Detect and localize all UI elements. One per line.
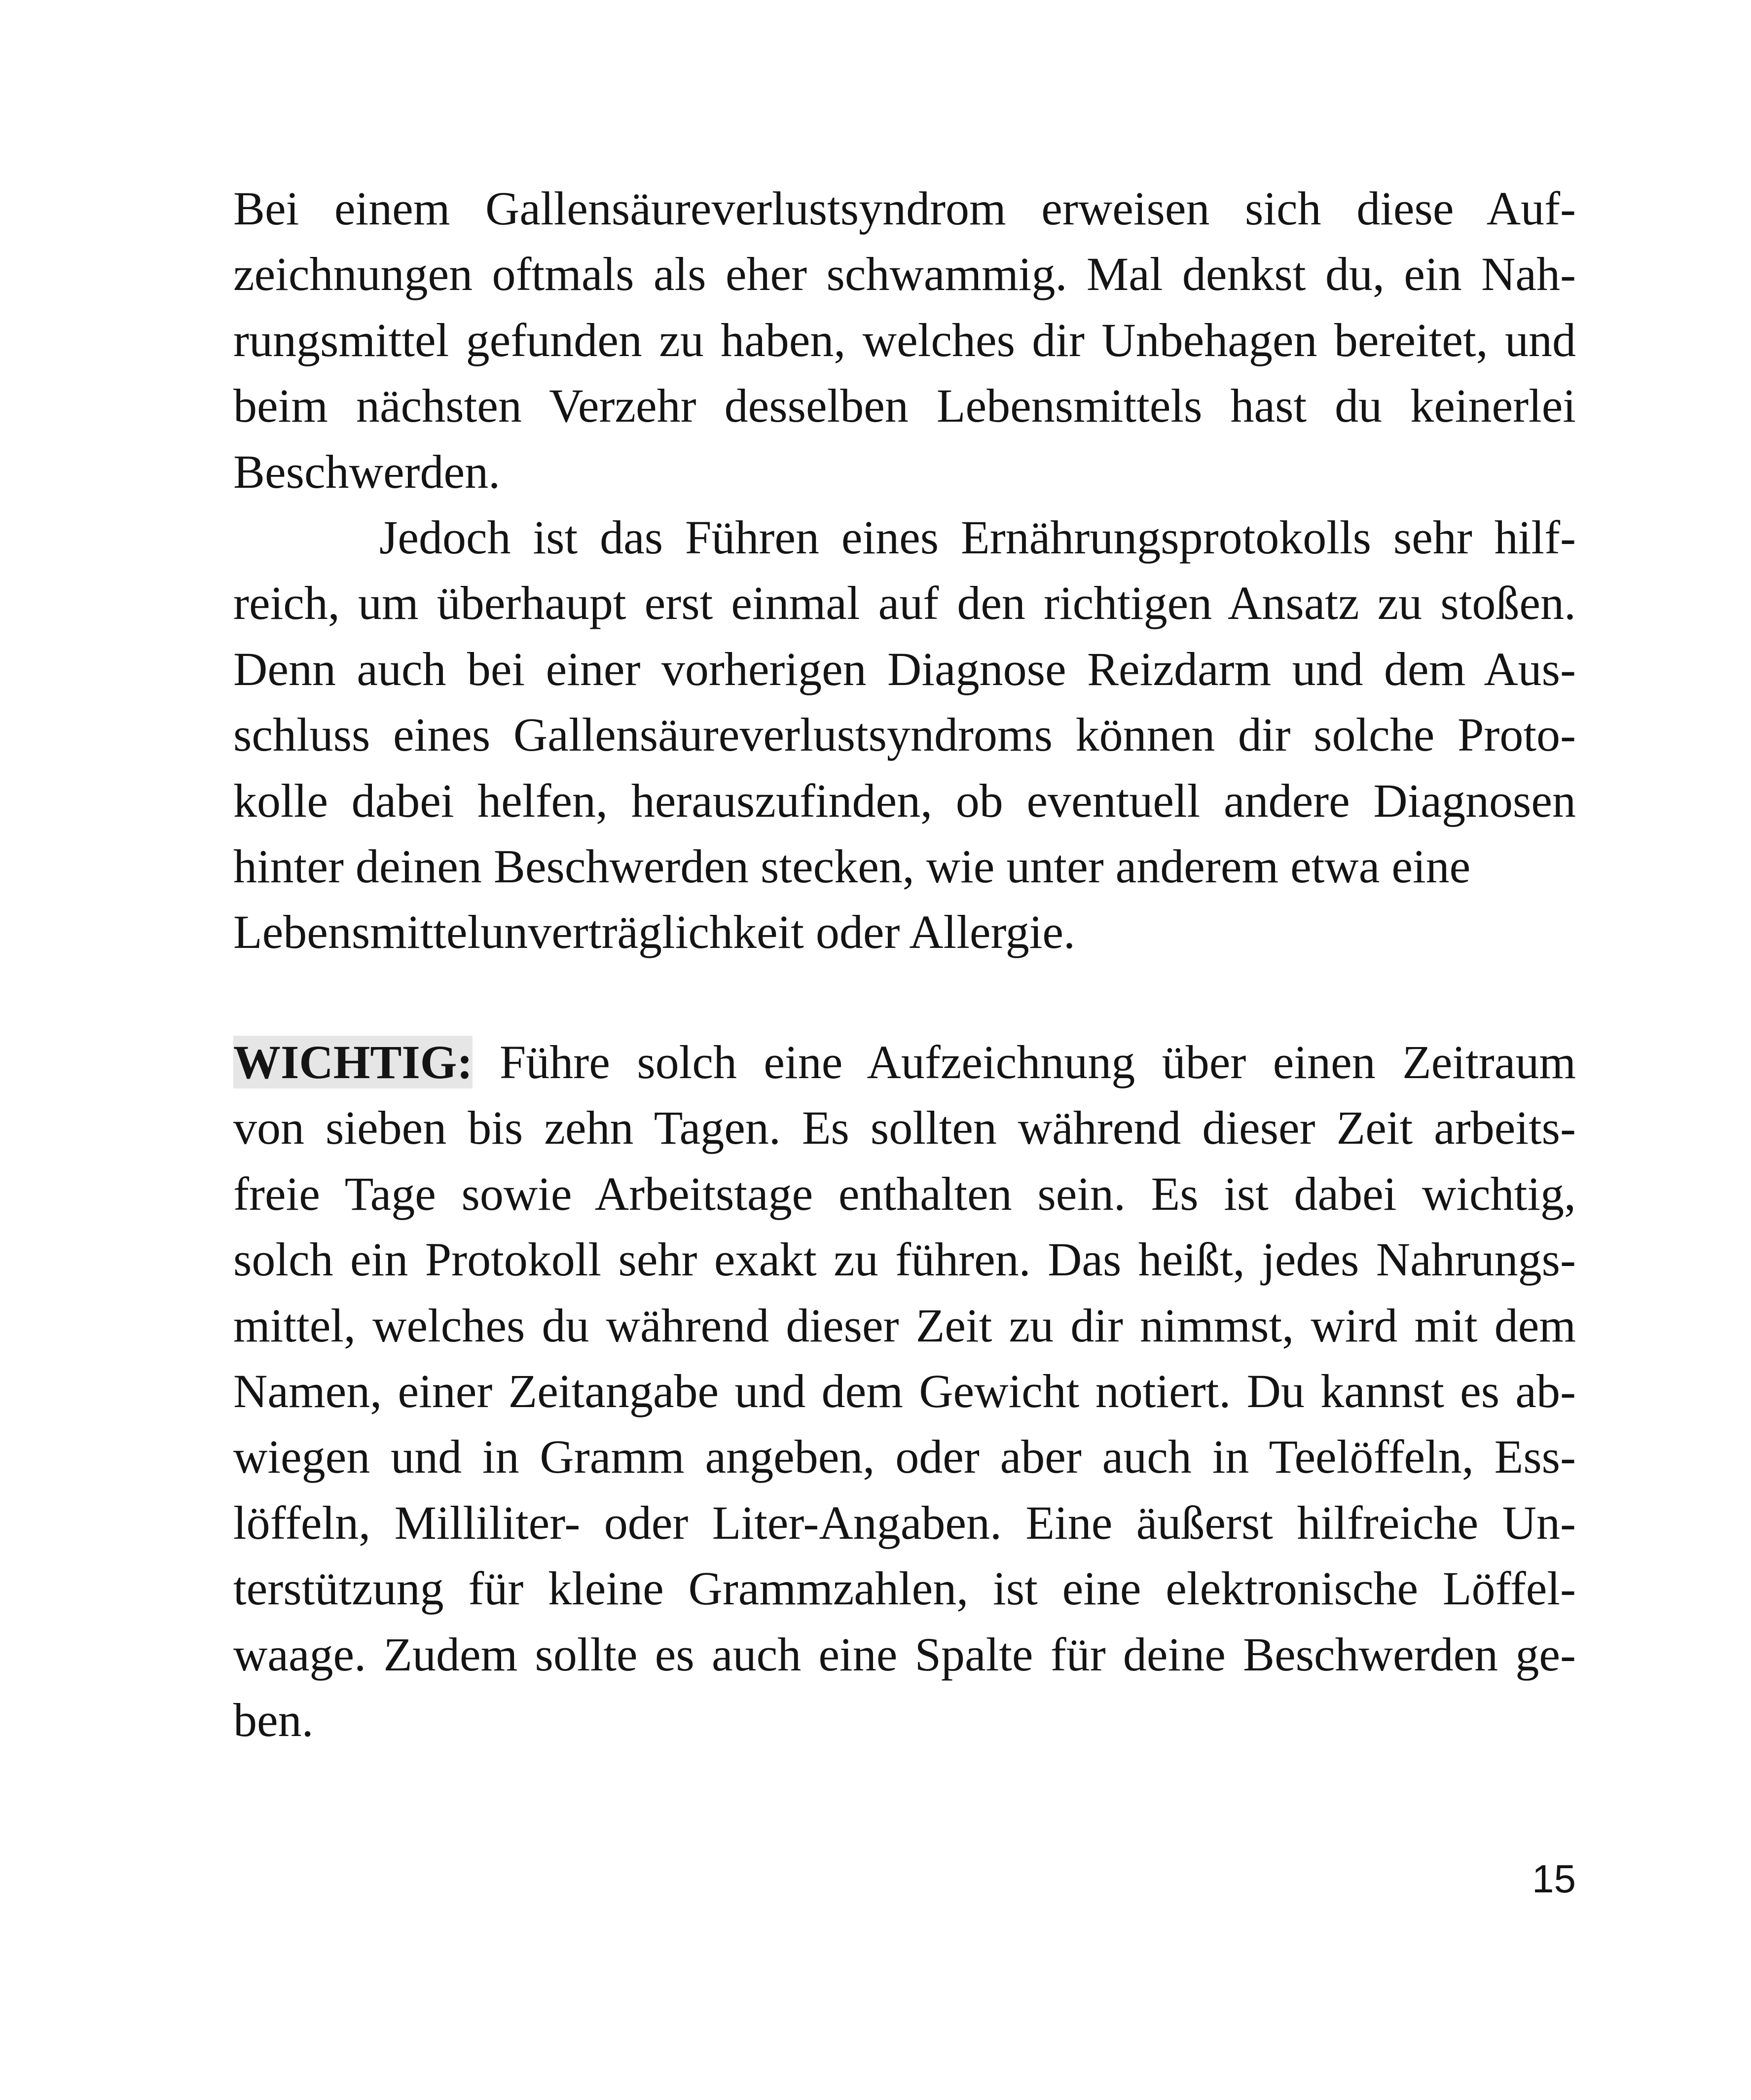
text-line: mittel, welches du während dieser Zeit zu dir nimmst, wird mit dem (233, 1299, 1576, 1352)
text-line: terstützung für kleine Grammzahlen, ist eine elektronische Löffel- (233, 1562, 1576, 1615)
text-line: Jedoch ist das Führen eines Ernährungsprotokolls sehr hilf- (379, 511, 1576, 564)
text-line: Beschwerden. (233, 445, 501, 498)
text-line: löffeln, Milliliter- oder Liter-Angaben. Eine äußerst hilfreiche Un- (233, 1496, 1576, 1549)
text-line: solch ein Protokoll sehr exakt zu führen. Das heißt, jedes Nahrungs- (233, 1233, 1576, 1286)
text-line: kolle dabei helfen, herauszufinden, ob eventuell andere Diagnosen (233, 774, 1576, 827)
text-line: freie Tage sowie Arbeitstage enthalten sein. Es ist dabei wichtig, (233, 1167, 1576, 1220)
text-line: schluss eines Gallensäureverlustsyndroms können dir solche Proto- (233, 708, 1576, 761)
page-number: 15 (1532, 1857, 1576, 1901)
paragraph-protokoll (233, 505, 1576, 965)
paragraph-gallensaeure (233, 176, 1576, 505)
text-line: ben. (233, 1693, 314, 1746)
text-line: zeichnungen oftmals als eher schwammig. Mal denkst du, ein Nah- (233, 248, 1576, 301)
text-line: waage. Zudem sollte es auch eine Spalte für deine Beschwerden ge- (233, 1628, 1576, 1681)
text-line (233, 1029, 1576, 1095)
text-line: wiegen und in Gramm angeben, oder aber auch in Teelöffeln, Ess- (233, 1430, 1576, 1484)
text-line: rungsmittel gefunden zu haben, welches dir Unbehagen bereitet, und (233, 313, 1576, 366)
text-line: beim nächsten Verzehr desselben Lebensmittels hast du keinerlei (233, 379, 1576, 433)
important-first-line: Führe solch eine Aufzeichnung über einen Zeitraum (499, 1036, 1576, 1088)
text-line: Bei einem Gallensäureverlustsyndrom erweisen sich diese Auf- (233, 182, 1576, 235)
text-line: Denn auch bei einer vorherigen Diagnose Reizdarm und dem Aus- (233, 642, 1576, 695)
text-line: hinter deinen Beschwerden stecken, wie unter anderem etwa eine (233, 839, 1471, 893)
text-line: Lebensmittelunverträglichkeit oder Allergie. (233, 905, 1075, 959)
text-line: Namen, einer Zeitangabe und dem Gewicht notiert. Du kannst es ab- (233, 1364, 1576, 1417)
paragraph-wichtig (233, 1029, 1576, 1753)
important-label: WICHTIG: (233, 1036, 473, 1088)
text-line: reich, um überhaupt erst einmal auf den richtigen Ansatz zu stoßen. (233, 577, 1576, 630)
text-line: von sieben bis zehn Tagen. Es sollten während dieser Zeit arbeits- (233, 1101, 1576, 1155)
